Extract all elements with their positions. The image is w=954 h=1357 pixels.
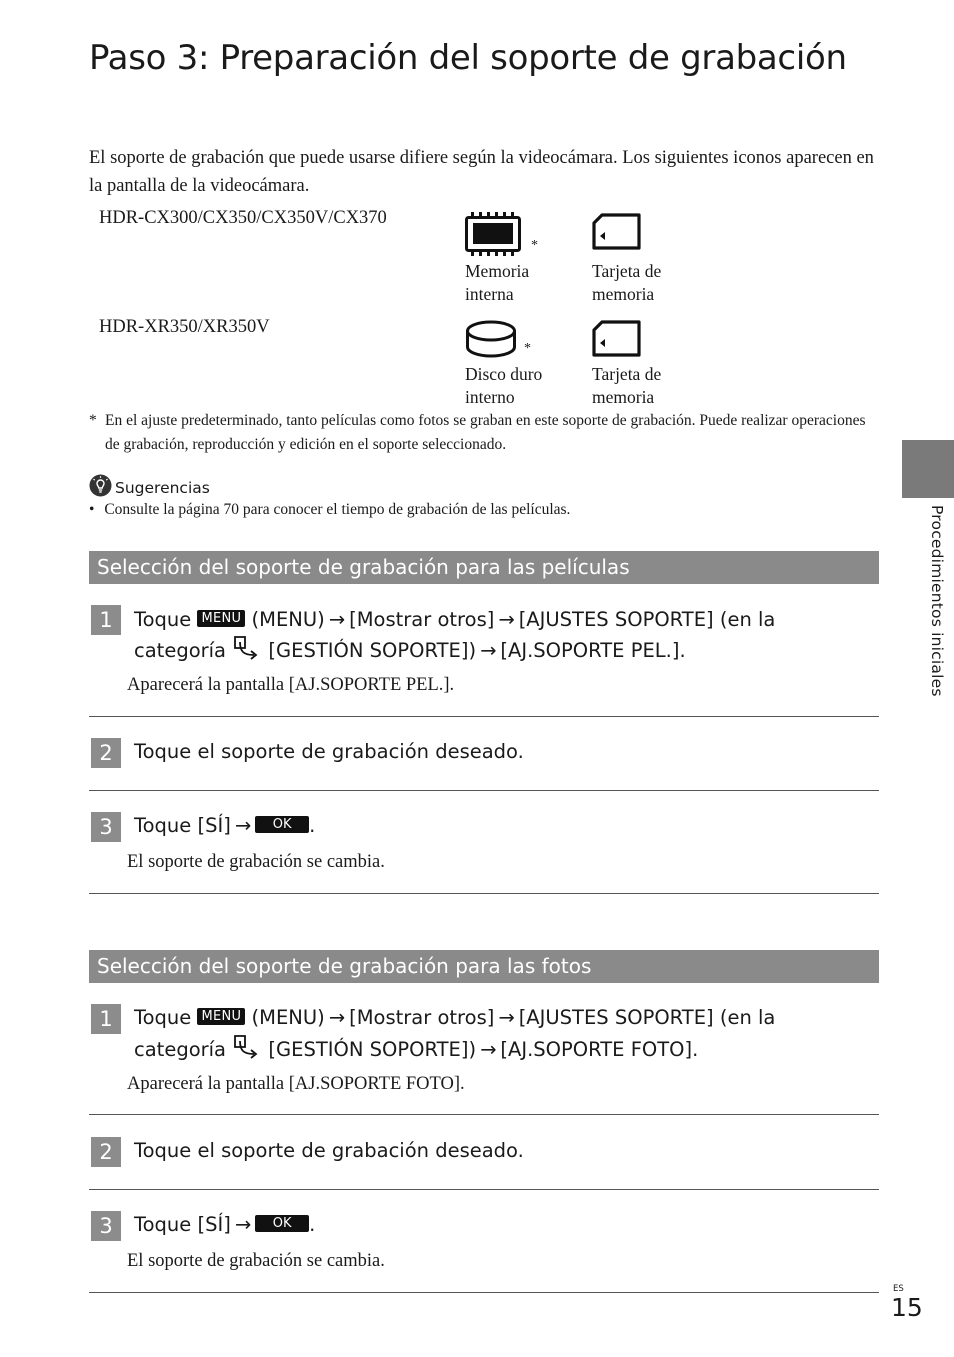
arrow-icon: →	[480, 1038, 497, 1061]
step-number: 1	[91, 605, 121, 635]
side-tab-label: Procedimientos iniciales	[928, 505, 946, 697]
step-text: Toque el soporte de grabación deseado.	[134, 1139, 524, 1162]
footnote-text: En el ajuste predeterminado, tanto películas como fotos se graban en este soporte de grabación. Puede realizar operaciones de grabación, reproducción y edición en el soporte seleccionado.	[105, 412, 866, 453]
arrow-icon: →	[234, 814, 252, 837]
asterisk-mark: *	[531, 238, 538, 253]
step-text: Toque [SÍ] → OK .	[134, 1210, 315, 1240]
divider	[89, 893, 879, 894]
footnote-marker: *	[89, 412, 97, 429]
bullet: •	[89, 501, 95, 518]
memory-card-icon	[592, 320, 642, 363]
page-number: 15	[891, 1293, 923, 1322]
media-label: Memoria interna	[465, 261, 530, 304]
tips-item-text: Consulte la página 70 para conocer el tiempo de grabación de las películas.	[104, 501, 571, 518]
arrow-icon: →	[234, 1213, 252, 1236]
section-heading-photos: Selección del soporte de grabación para las fotos	[89, 950, 879, 983]
step-number: 1	[91, 1004, 121, 1034]
internal-memory-icon	[465, 212, 523, 261]
footnote	[89, 409, 869, 457]
divider	[89, 1114, 879, 1115]
lightbulb-icon	[89, 474, 112, 501]
step-number: 3	[91, 812, 121, 842]
divider	[89, 1189, 879, 1190]
media-management-icon	[232, 1033, 262, 1068]
ok-button-icon: OK	[255, 816, 309, 833]
model-name: HDR-CX300/CX350/CX350V/CX370	[99, 208, 387, 228]
tips-heading-label: Sugerencias	[115, 478, 210, 497]
step-text: Toque [SÍ] → OK .	[134, 811, 315, 841]
menu-button-icon: MENU	[197, 1008, 245, 1025]
asterisk-mark: *	[524, 341, 531, 356]
media-label: Tarjeta de memoria	[592, 364, 662, 407]
section-heading-movies: Selección del soporte de grabación para las películas	[89, 551, 879, 584]
media-label: Disco duro interno	[465, 364, 543, 407]
page-language: ES	[893, 1284, 904, 1294]
step-text: Toque el soporte de grabación deseado.	[134, 740, 524, 763]
media-management-icon	[232, 634, 262, 669]
ok-button-icon: OK	[255, 1215, 309, 1232]
side-tab-marker	[902, 440, 954, 498]
tips-heading	[89, 474, 210, 501]
step-note: El soporte de grabación se cambia.	[127, 1251, 385, 1271]
tips-item	[89, 498, 570, 522]
media-label: Tarjeta de memoria	[592, 261, 662, 304]
menu-button-icon: MENU	[197, 610, 245, 627]
page-title: Paso 3: Preparación del soporte de grabación	[89, 38, 847, 78]
step-number: 2	[91, 1137, 121, 1167]
divider	[89, 790, 879, 791]
arrow-icon: →	[498, 608, 515, 631]
divider	[89, 1292, 879, 1293]
arrow-icon: →	[328, 1006, 346, 1029]
step-note: Aparecerá la pantalla [AJ.SOPORTE FOTO].	[127, 1074, 465, 1094]
step-number: 3	[91, 1211, 121, 1241]
step-text: Toque MENU (MENU) → [Mostrar otros] → [AJUSTES SOPORTE] (en la	[134, 1003, 775, 1033]
step-text: Toque MENU (MENU) → [Mostrar otros] → [AJUSTES SOPORTE] (en la	[134, 605, 775, 635]
arrow-icon: →	[480, 639, 497, 662]
intro-paragraph: El soporte de grabación que puede usarse difiere según la videocámara. Los siguientes iconos aparecen en la pantalla de la videocámara.	[89, 148, 874, 196]
step-text: categoría [GESTIÓN SOPORTE]) → [AJ.SOPORTE FOTO].	[134, 1033, 698, 1068]
arrow-icon: →	[498, 1006, 515, 1029]
step-text: categoría [GESTIÓN SOPORTE]) → [AJ.SOPORTE PEL.].	[134, 634, 686, 669]
step-note: El soporte de grabación se cambia.	[127, 852, 385, 872]
model-name: HDR-XR350/XR350V	[99, 317, 270, 337]
step-note: Aparecerá la pantalla [AJ.SOPORTE PEL.].	[127, 675, 455, 695]
divider	[89, 716, 879, 717]
arrow-icon: →	[328, 608, 346, 631]
hard-disk-icon	[465, 320, 517, 365]
memory-card-icon	[592, 213, 642, 256]
step-number: 2	[91, 738, 121, 768]
